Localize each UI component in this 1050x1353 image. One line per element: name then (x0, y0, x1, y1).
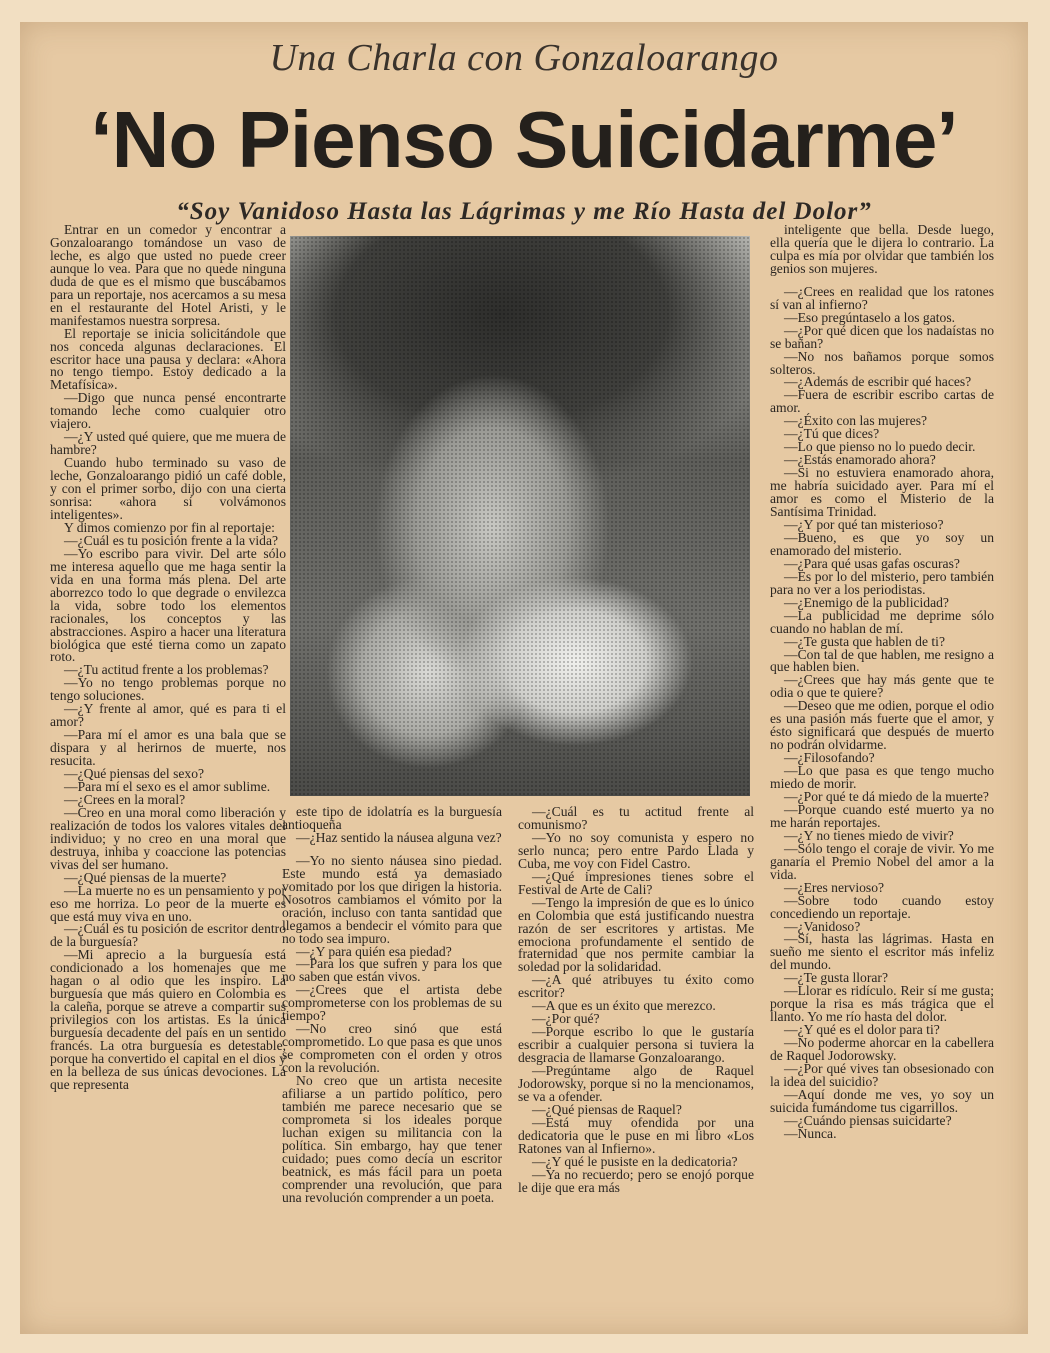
article-paragraph: Y dimos comienzo por fin al reportaje: (64, 519, 275, 535)
article-paragraph: —¿Qué piensas de la muerte? (64, 869, 227, 885)
article-paragraph: —¿Por qué dicen que los nadaístas no se bañan? (770, 322, 994, 351)
article-paragraph: —¿Te gusta que hablen de ti? (784, 633, 945, 649)
article-paragraph: —¿Además de escribir qué haces? (784, 374, 972, 390)
article-paragraph: —Yo no tengo problemas porque no tengo soluciones. (50, 675, 286, 704)
article-column-3 (518, 806, 754, 1195)
article-paragraph: —Fuera de escribir escribo cartas de amor. (770, 387, 994, 416)
article-paragraph: —Creo en una moral como liberación y realización de todos los valores vitales del individuo; y no creo en una moral que destruya, inhiba y coaccione las potencias vivas del ser humano. (50, 804, 286, 872)
kicker: Una Charla con Gonzaloarango (269, 37, 779, 79)
article-paragraph: —Tengo la impresión de que es lo único en Colombia que está justificando nuestra razón de ser escritores y artistas. Me emociona profundamente el sentido de fraternidad que nos permite cambiar la soledad por la solidaridad. (518, 894, 754, 975)
article-paragraph: —Lo que pasa es que tengo mucho miedo de morir. (770, 763, 994, 792)
article-paragraph: —Mi aprecio a la burguesía está condicionado a los homenajes que me hagan o al odio que les inspiro. La burguesía que más quiero en Colombia es la caleña, porque se atreve a compartir sus privilegios con los artistas. Es la única burguesía decadente del país en un sentido francés. La otra burguesía es detestable, porque ha convertido el capital en el dios y en la belleza de sus únicas devociones. La que representa (50, 947, 286, 1092)
article-paragraph: —¿Crees en la moral? (64, 791, 186, 807)
article-paragraph: —Sobre todo cuando estoy concediendo un reportaje. (770, 892, 994, 921)
article-paragraph: —La publicidad me deprime sólo cuando no hablan de mí. (770, 607, 994, 636)
article-paragraph: inteligente que bella. Desde luego, ella quería que le dijera lo contrario. La culpa es mía por olvidar que también los genios son mujeres. (770, 222, 994, 276)
article-paragraph: —¿Haz sentido la náusea alguna vez? (296, 829, 502, 845)
article-paragraph: —¿Vanidoso? (784, 918, 861, 934)
article-paragraph: —¿Y qué le pusiste en la dedicatoria? (532, 1153, 738, 1169)
article-paragraph: No creo que un artista necesite afiliarse a un partido político, pero también me parece necesario que se comprometa si los ideales porque luchan exigen su militancia con la política. Sin embargo, hay que tener cuidado; pues como decía un escritor beatnick, es más fácil para un poeta comprender una revolución, que para una revolución comprender a un poeta. (282, 1073, 502, 1205)
article-paragraph: —Pregúntame algo de Raquel Jodorowsky, porque si no la mencionamos, se va a ofender. (518, 1063, 754, 1104)
article-paragraph: —¿Y qué es el dolor para ti? (784, 1022, 940, 1038)
article-paragraph: —¿Filosofando? (784, 750, 875, 766)
article-column-4 (770, 224, 994, 1141)
article-paragraph: —¿Tu actitud frente a los problemas? (64, 662, 269, 678)
article-paragraph: —Yo escribo para vivir. Del arte sólo me interesa aquello que me haga sentir la vida en una forma más plena. Del arte aborrezco todo lo que degrade o envilezca la vida, sobre todo los elementos racionales, los conceptos y las abstracciones. Aspiro a hacer una literatura biológica que esté tierna como un zapato roto. (50, 545, 286, 665)
article-paragraph: —Yo no soy comunista y espero no serlo nunca; pero entre Pardo Llada y Cuba, me voy con Fidel Castro. (518, 829, 754, 871)
article-paragraph: —¿Y por qué tan misterioso? (784, 516, 944, 532)
article-paragraph: —¿Y no tienes miedo de vivir? (784, 827, 954, 843)
article-paragraph: El reportaje se inicia solicitándole que nos conceda algunas declaraciones. El escritor hace una pausa y declara: «Ahora no tengo tiempo. Estoy dedicado a la Metafísica». (50, 325, 286, 393)
article-paragraph: —¿A qué atribuyes tu éxito como escritor? (518, 972, 754, 1001)
article-paragraph: —¿Qué piensas del sexo? (64, 766, 205, 782)
article-paragraph: —Sólo tengo el coraje de vivir. Yo me ganaría el Premio Nobel del amor a la vida. (770, 840, 994, 882)
article-paragraph: —¿Por qué te dá miedo de la muerte? (784, 788, 989, 804)
subheadline: “Soy Vanidoso Hasta las Lágrimas y me Río Hasta del Dolor” (176, 198, 872, 225)
article-paragraph: —Yo no siento náusea sino piedad. Este mundo está ya demasiado vomitado por los que dirigen la historia. Nosotros cambiamos el vómito por la oración, incluso con tanta santidad que llegamos a bendecir el vómito para que no todo sea impuro. (282, 852, 502, 946)
article-paragraph: —Si no estuviera enamorado ahora, me habría suicidado ayer. Para mí el amor es como el Misterio de la Santísima Trinidad. (770, 465, 994, 520)
article-paragraph: —¿Y usted qué quiere, que me muera de hambre? (50, 429, 286, 458)
article-paragraph: —Ya no recuerdo; pero se enojó porque le dije que era más (518, 1166, 754, 1195)
article-paragraph: —A que es un éxito que merezco. (532, 998, 716, 1014)
headline: ‘No Pienso Suicidarme’ (90, 95, 958, 184)
article-paragraph: —¿Crees que hay más gente que te odia o que te quiere? (770, 672, 994, 701)
article-paragraph: —La muerte no es un pensamiento y por eso me horriza. Lo peor de la muerte es que está muy viva en uno. (50, 882, 286, 924)
article-paragraph: —Aquí donde me ves, yo soy un suicida fumándome tus cigarrillos. (770, 1086, 994, 1115)
article-paragraph: —¿Te gusta llorar? (784, 970, 888, 986)
article-paragraph: —No nos bañamos porque somos solteros. (770, 348, 994, 377)
article-paragraph: —Nunca. (784, 1125, 837, 1141)
article-paragraph: —Sí, hasta las lágrimas. Hasta en sueño me siento el escritor más infeliz del mundo. (770, 931, 994, 973)
article-column-2 (282, 806, 502, 1205)
article-paragraph: —¿Crees que el artista debe comprometerse con los problemas de su tiempo? (282, 982, 502, 1024)
article-paragraph: —¿Cuál es tu actitud frente al comunismo? (518, 804, 754, 832)
article-paragraph: —¿Tú que dices? (784, 426, 880, 442)
article-paragraph: —¿Por qué vives tan obsesionado con la idea del suicidio? (770, 1061, 994, 1089)
article-paragraph: —Es por lo del misterio, pero también para no ver a los periodistas. (770, 568, 994, 597)
article-paragraph: Entrar en un comedor y encontrar a Gonzaloarango tomándose un vaso de leche, es algo que usted no puede creer aunque lo vea. Para que no quede ninguna duda de que es el mismo que buscábamos para un reportaje, nos acercamos a su mesa en el restaurante del Hotel Aristi, y le manifestamos nuestra sorpresa. (50, 222, 286, 328)
article-paragraph: —No poderme ahorcar en la cabellera de Raquel Jodorowsky. (770, 1035, 994, 1064)
article-paragraph: —Lo que pienso no lo puedo decir. (784, 439, 976, 455)
article-paragraph: —¿Cuál es tu posición de escritor dentro de la burguesía? (50, 921, 286, 950)
article-paragraph: —Para mí el amor es una bala que se dispara y al herirnos de muerte, nos resucita. (50, 727, 286, 769)
article-paragraph: —No creo sinó que está comprometido. Lo que pasa es que unos se comprometen con el orden y otros con la revolución. (282, 1021, 502, 1076)
article-paragraph: —¿Eres nervioso? (784, 879, 885, 895)
article-paragraph: —¿Por qué? (532, 1011, 600, 1027)
article-paragraph: —Para los que sufren y para los que no saben que están vivos. (282, 956, 502, 985)
article-paragraph: —Deseo que me odien, porque el odio es una pasión más fuerte que el amor, y ésto significará que después de muerto no podrán olvidarme. (770, 698, 994, 753)
article-paragraph: —¿Y frente al amor, qué es para ti el amor? (50, 701, 286, 730)
article-paragraph: —Eso pregúntaselo a los gatos. (784, 309, 956, 325)
article-paragraph: —¿Cuál es tu posición frente a la vida? (64, 532, 279, 548)
article-paragraph: —Llorar es ridículo. Reir sí me gusta; porque la risa es más trágica que el llanto. Yo me río hasta del dolor. (770, 983, 994, 1025)
article-paragraph: —¿Estás enamorado ahora? (784, 452, 936, 468)
article-paragraph: —Para mí el sexo es el amor sublime. (64, 778, 271, 794)
article-paragraph: este tipo de idolatría es la burguesía antioqueña (282, 804, 502, 832)
article-paragraph: —¿Crees en realidad que los ratones sí van al infierno? (770, 283, 994, 312)
article-paragraph: —Bueno, es que yo soy un enamorado del misterio. (770, 529, 994, 558)
article-paragraph: —Con tal de que hablen, me resigno a que hablen bien. (770, 646, 994, 675)
article-paragraph: —¿Para qué usas gafas oscuras? (784, 555, 960, 571)
article-paragraph: —¿Éxito con las mujeres? (784, 413, 928, 429)
article-paragraph: —¿Y para quién esa piedad? (296, 943, 452, 959)
article-paragraph: —¿Qué impresiones tienes sobre el Festival de Arte de Cali? (518, 868, 754, 897)
portrait-photo (290, 236, 750, 796)
article-paragraph: Cuando hubo terminado su vaso de leche, Gonzaloarango pidió un café doble, y con el primer sorbo, dijo con una cierta sonrisa: «ahora sí volvámonos inteligentes». (50, 455, 286, 522)
article-paragraph: —Digo que nunca pensé encontrarte tomando leche como cualquier otro viajero. (50, 390, 286, 432)
article-paragraph: —Porque escribo lo que le gustaría escribir a cualquier persona si tuviera la desgracia de llamarse Gonzaloarango. (518, 1024, 754, 1066)
article-column-1 (50, 224, 286, 1092)
article-paragraph: —¿Cuándo piensas suicidarte? (784, 1112, 952, 1128)
article-paragraph: —¿Qué piensas de Raquel? (532, 1101, 682, 1117)
article-paragraph: —Está muy ofendida por una dedicatoria que le puse en mi libro «Los Ratones van al Infierno». (518, 1114, 754, 1156)
article-paragraph: —Porque cuando esté muerto ya no me harán reportajes. (770, 801, 994, 830)
article-paragraph: —¿Enemigo de la publicidad? (784, 594, 949, 610)
